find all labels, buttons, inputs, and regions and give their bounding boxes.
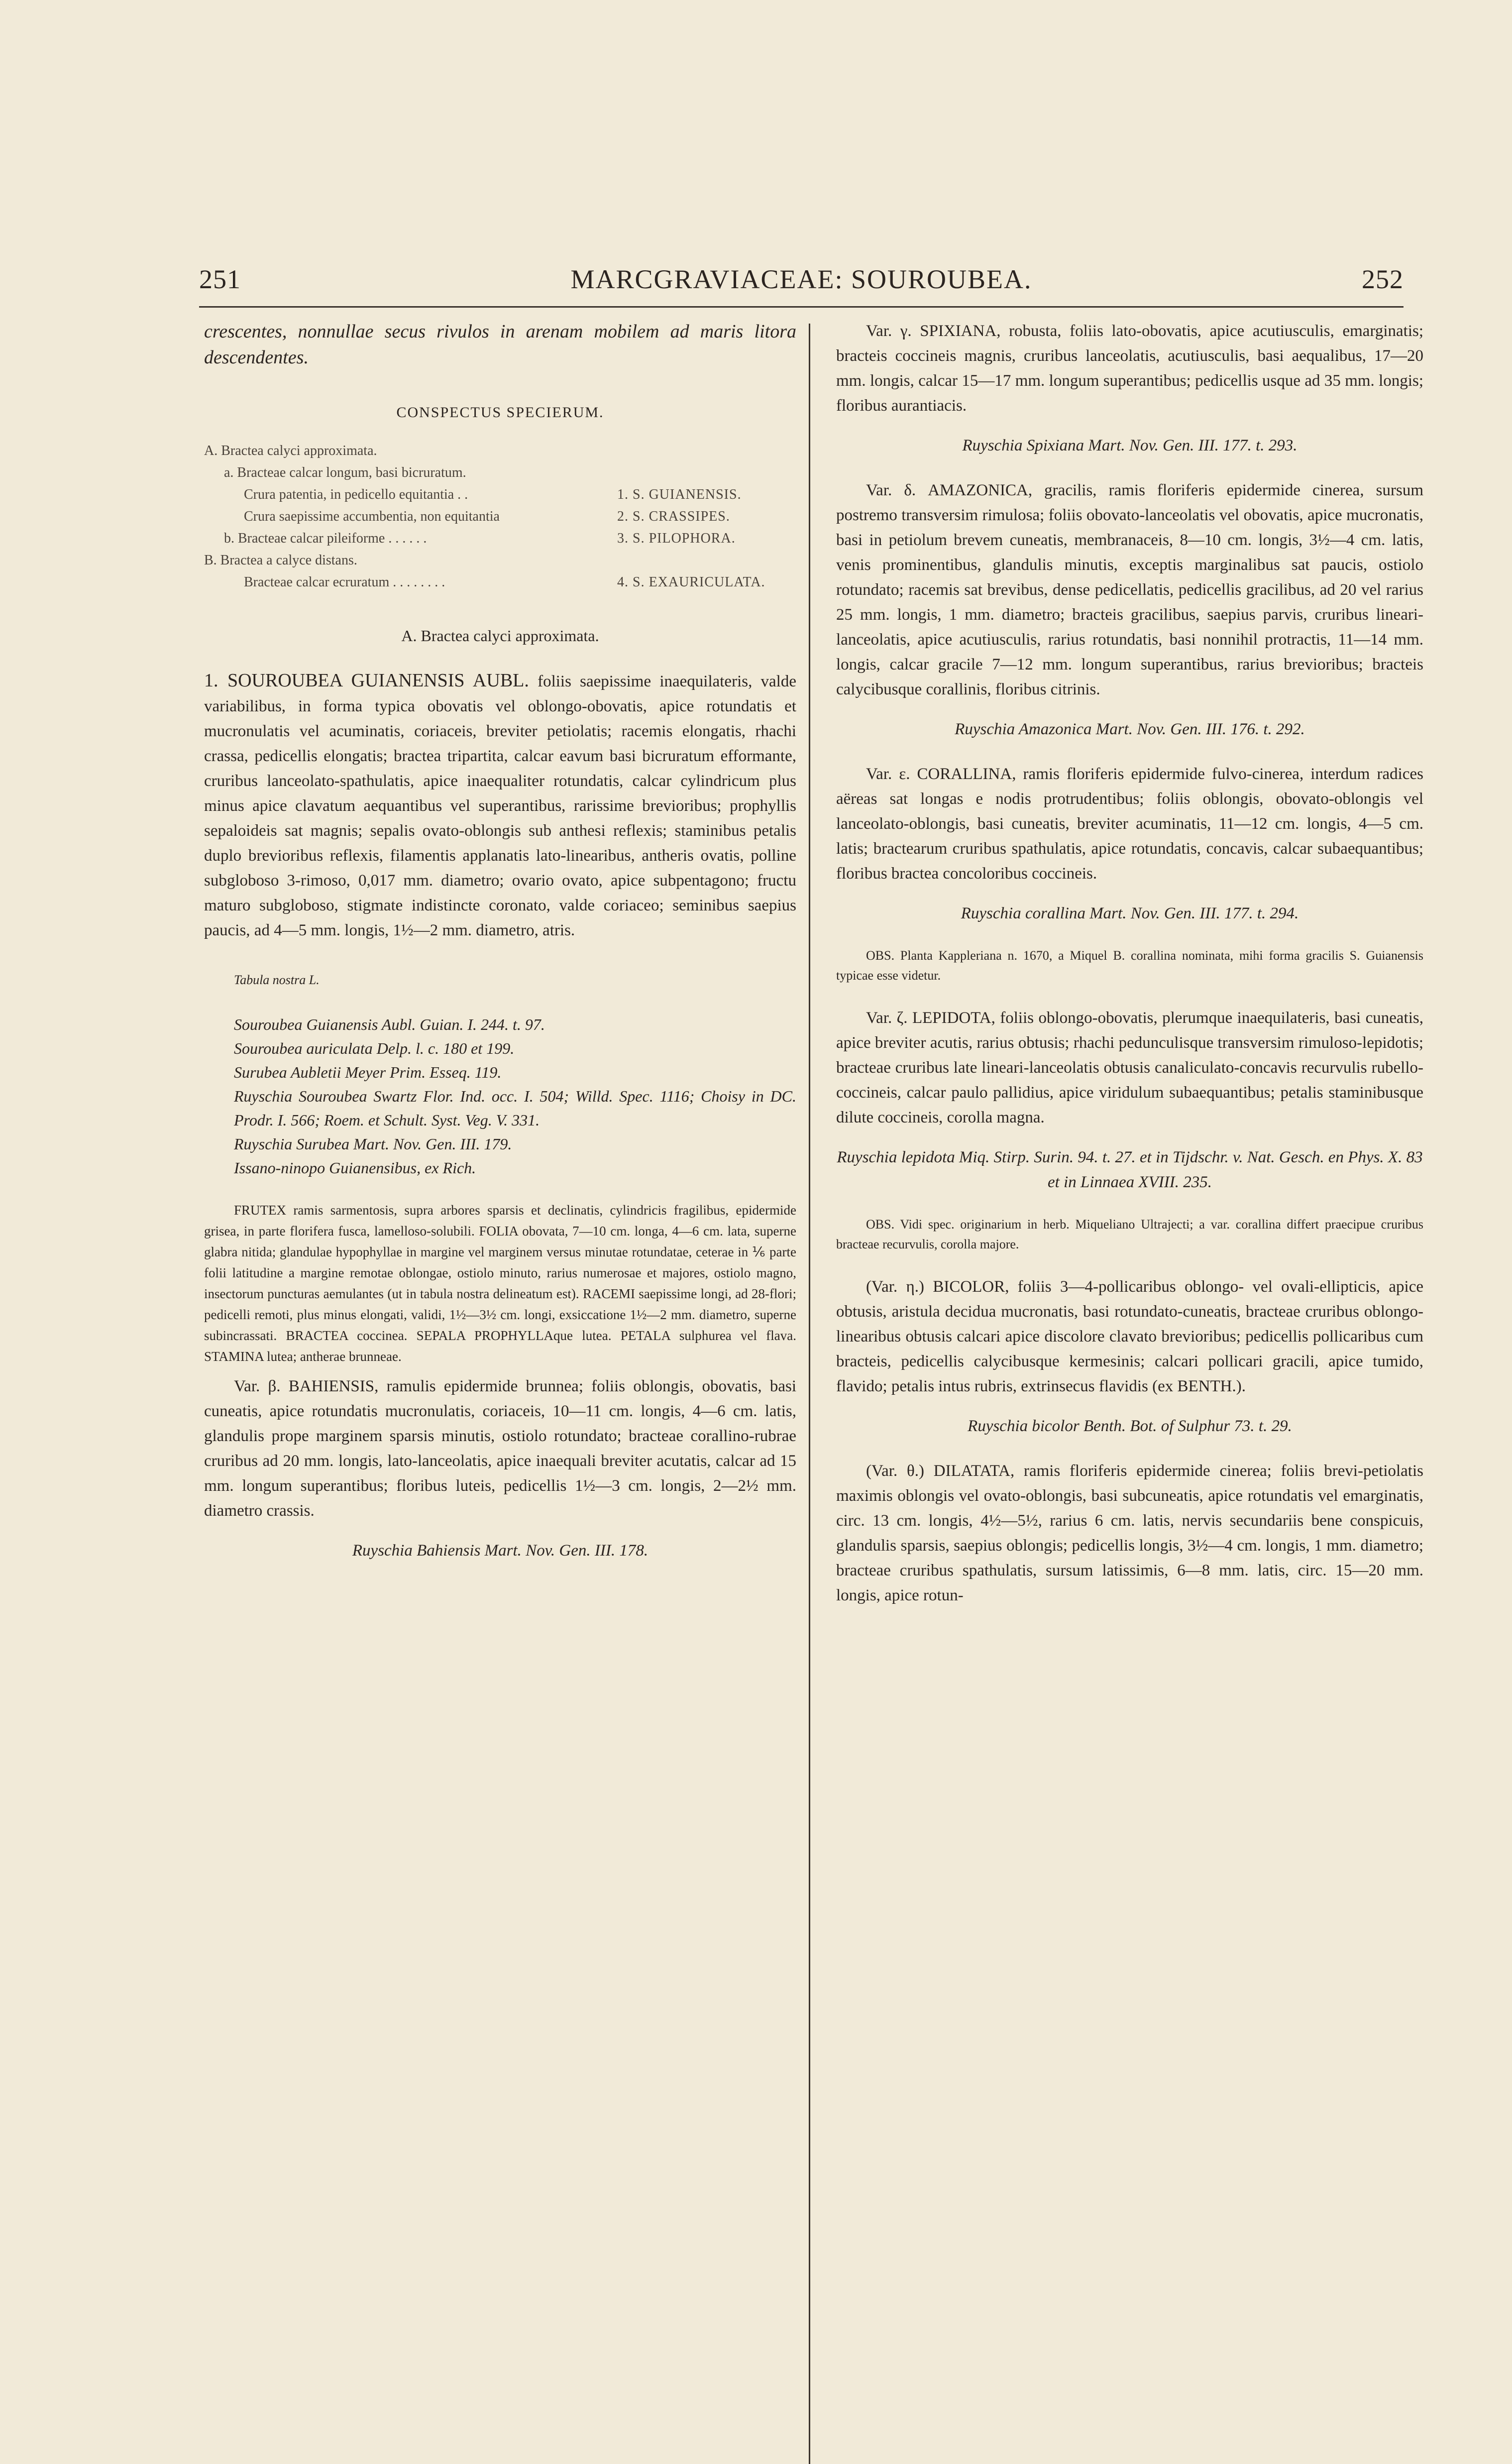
synonym-ref: Ruyschia Souroubea Swartz Flor. Ind. occ. I. 504; Willd. Spec. 1116; Choisy in DC. Prodr. I. 566; Roem. et Schult. Syst. Veg. V. 331. bbox=[234, 1087, 796, 1129]
synonym-ref: Issano-ninopo Guianensibus, ex Rich. bbox=[234, 1159, 476, 1177]
variety-gamma-citation: Ruyschia Spixiana Mart. Nov. Gen. III. 177. t. 293. bbox=[962, 437, 1297, 454]
variety-beta-citation: Ruyschia Bahiensis Mart. Nov. Gen. III. 178. bbox=[352, 1542, 648, 1560]
variety-zeta: Var. ζ. LEPIDOTA, foliis oblongo-obovatis, plerumque inaequilateris, basi cuneatis, apice breviter acutis, rarius obtusis; rhachi pedunculisque transversim rimuloso-lepidotis; bracteae cruribus late lineari-lanceolatis obtusis canaliculato-concavis recurvulis rubello-coccineis, calcar paulo pallidius, apice viridulum subaequantibus; petalis staminibusque dilute coccineis, corolla magna. bbox=[836, 1009, 1423, 1126]
key-row: B. Bractea a calyce distans. bbox=[204, 553, 357, 568]
variety-eta: (Var. η.) BICOLOR, foliis 3—4-pollicaribus oblongo- vel ovali-ellipticis, apice obtusis, aristula decidua mucronatis, basi rotundato-cuneatis, bracteae cruribus oblongo-linearibus obtusis calcari apice discolore clavato brevioribus; pedicellis pollicaribus cum bracteis, pedicellis calycibusque kermesinis; calcari pollicari gracili, apice tumido, flavido; petalis intus rubris, extrinsecus flavidis (ex BENTH.). bbox=[836, 1278, 1423, 1395]
frutex-description: FRUTEX ramis sarmentosis, supra arbores sparsis et declinatis, cylindricis fragilibus, epidermide grisea, in parte florifera fusca, lamelloso-solubili. FOLIA obovata, 7—10 cm. longa, 4—6 cm. lata, superne glabra nitida; glandulae hypophyllae in margine vel marginem versus minutae rotundatae, ceterae in ⅙ parte folii latitudine a margine remotae oblongae, ostiolo minuto, rarius numerosae et majores, ostiolo magno, insectorum puncturas aemulantes (ut in tabula nostra delineatum est). RACEMI saepissime longi, ad 28-flori; pedicelli remoti, plus minus elongati, validi, 1½—3½ cm. longi, exsiccatione 1½—2 mm. diametro, superne subincrassati. BRACTEA coccinea. SEPALA PROPHYLLAque lutea. PETALA sulphurea vel flava. STAMINA lutea; antherae brunneae. bbox=[204, 1203, 796, 1364]
conspectus-title: CONSPECTUS SPECIERUM. bbox=[396, 404, 604, 421]
key-row: A. Bractea calyci approximata. bbox=[204, 443, 377, 458]
column-divider bbox=[809, 324, 810, 2464]
tabula-note: Tabula nostra L. bbox=[234, 973, 320, 987]
header-rule bbox=[199, 306, 1404, 308]
running-header bbox=[199, 264, 1404, 299]
variety-eta-citation: Ruyschia bicolor Benth. Bot. of Sulphur 73. t. 29. bbox=[968, 1417, 1292, 1435]
key-row: Crura saepissime accumbentia, non equitantia 2. S. CRASSIPES. bbox=[244, 509, 730, 524]
variety-delta: Var. δ. AMAZONICA, gracilis, ramis floriferis epidermide cinerea, sursum postremo transversim rimulosa; foliis obovato-lanceolatis vel obovatis, apice mucronatis, basi in petiolum brevem cuneatis, membranaceis, 8—10 cm. longis, 3½—4 cm. latis, venis prominentibus, glandulis minutis, exceptis marginalibus sat paucis, ostiolo rotundato; racemis sat brevibus, dense pedicellatis, pedicellis gracilibus, ad 20 vel rarius 25 mm. longis, 1 mm. diametro; bracteis gracilibus, saepius parvis, cruribus lineari-lanceolatis, apice acutiusculis, rarius rotundatis, basi nonnihil protractis, 11—14 mm. longis, calcar gracile 7—12 mm. longum superantibus, rarius brevioribus; bracteis calycibusque corallinis, floribus citrinis. bbox=[836, 481, 1423, 698]
section-subheading: A. Bractea calyci approximata. bbox=[401, 627, 599, 645]
variety-zeta-observation: OBS. Vidi spec. originarium in herb. Miqueliano Ultrajecti; a var. corallina differt praecipue cruribus bracteae recurvulis, corolla majore. bbox=[836, 1217, 1423, 1251]
variety-epsilon-citation: Ruyschia corallina Mart. Nov. Gen. III. 177. t. 294. bbox=[961, 904, 1299, 922]
lead-text: crescentes, nonnullae secus rivulos in arenam mobilem ad maris litora descendentes. bbox=[204, 321, 796, 368]
key-row: a. Bracteae calcar longum, basi bicruratum. bbox=[224, 465, 466, 480]
key-row: Crura patentia, in pedicello equitantia . . 1. S. GUIANENSIS. bbox=[244, 487, 742, 502]
species-text: foliis saepissime inaequilateris, valde variabilibus, in forma typica obovatis vel oblongo-obovatis, apice rotundatis et mucronulatis vel acuminatis, coriaceis, breviter petiolatis; racemis elongatis, rhachi crassa, pedicellis elongatis; bractea tripartita, calcar eavum basi bicruratum efformante, cruribus lanceolato-spathulatis, apice inaequaliter rotundatis, calcar cylindricum plus minus apice clavatum aequantibus vel superantibus, rarissime brevioribus; prophyllis sepaloideis sat magnis; sepalis ovato-oblongis sub anthesi reflexis; staminibus petalis duplo brevioribus reflexis, filamentis applanatis lato-linearibus, antheris ovatis, polline subgloboso 3-rimoso, 0,017 mm. diametro; ovario ovato, apice subpentagono; fructu maturo subgloboso, stigmate indistincte coronato, valde coriaceo; seminibus saepius paucis, ad 4—5 mm. longis, 1½—2 mm. diametro, atris. bbox=[204, 672, 797, 939]
species-description bbox=[204, 668, 796, 943]
variety-gamma: Var. γ. SPIXIANA, robusta, foliis lato-obovatis, apice acutiusculis, emarginatis; bracteis coccineis magnis, cruribus lanceolatis, acutiusculis, basi aequalibus, 17—20 mm. longis, calcar 15—17 mm. longum superantibus; pedicellis usque ad 35 mm. longis; floribus aurantiacis. bbox=[836, 322, 1423, 415]
key-row: b. Bracteae calcar pileiforme . . . . . . 3. S. PILOPHORA. bbox=[224, 531, 736, 546]
running-title: MARCGRAVIACEAE: SOUROUBEA. bbox=[570, 264, 1032, 294]
page-number-right: 252 bbox=[1362, 264, 1404, 294]
key-row: Bracteae calcar ecruratum . . . . . . . . 4. S. EXAURICULATA. bbox=[244, 574, 765, 590]
right-column bbox=[836, 319, 1423, 1615]
variety-delta-citation: Ruyschia Amazonica Mart. Nov. Gen. III. 176. t. 292. bbox=[955, 720, 1305, 738]
variety-epsilon-observation: OBS. Planta Kappleriana n. 1670, a Miquel B. corallina nominata, mihi forma gracilis S. Guianensis typicae esse videtur. bbox=[836, 948, 1423, 983]
variety-theta: (Var. θ.) DILATATA, ramis floriferis epidermide cinerea; foliis brevi-petiolatis maximis oblongis vel ovato-oblongis, basi subcuneatis, apice rotundatis vel emarginatis, circ. 13 cm. longis, 4½—5½, rarius 6 cm. latis, nervis secundariis bene conspicuis, glandulis sparsis, saepius oblongis; pedicellis longis, 3½—4 cm. longis, 1 mm. diametro; bracteae cruribus spathulatis, sursum latissimis, 6—8 mm. latis, circ. 15—20 mm. longis, apice rotun- bbox=[836, 1462, 1423, 1604]
synonym-ref: Surubea Aubletii Meyer Prim. Esseq. 119. bbox=[234, 1063, 502, 1081]
synonym-ref: Souroubea auriculata Delp. l. c. 180 et 199. bbox=[234, 1039, 515, 1057]
synonym-ref: Souroubea Guianensis Aubl. Guian. I. 244. t. 97. bbox=[234, 1015, 545, 1033]
synonym-ref: Ruyschia Surubea Mart. Nov. Gen. III. 179. bbox=[234, 1135, 512, 1153]
species-key bbox=[204, 440, 796, 593]
left-column bbox=[204, 319, 796, 1583]
page-number-left: 251 bbox=[199, 264, 241, 294]
variety-beta: Var. β. BAHIENSIS, ramulis epidermide brunnea; foliis oblongis, obovatis, basi cuneatis, apice rotundatis mucronulatis, coriaceis, 10—11 cm. longis, 4—6 cm. latis, glandulis prope marginem sparsis minutis, ostiolo rotundato; bracteae corallino-rubrae cruribus ad 20 mm. longis, lato-lanceolatis, apice inaequali breviter acutatis, calcar ad 15 mm. longum superantibus; floribus luteis, pedicellis 1½—3 cm. longis, 2—2½ mm. diametro crassis. bbox=[204, 1377, 796, 1520]
species-heading: 1. SOUROUBEA GUIANENSIS AUBL. bbox=[204, 670, 529, 691]
variety-epsilon: Var. ε. CORALLINA, ramis floriferis epidermide fulvo-cinerea, interdum radices aëreas sat longas e nodis protrudentibus; foliis oblongis, obovato-oblongis vel lanceolato-oblongis, basi cuneatis, breviter acuminatis, 11—12 cm. longis, 4—5 cm. latis; bractearum cruribus spathulatis, apice rotundatis, concavis, calcar subaequantibus; floribus bractea concoloribus coccineis. bbox=[836, 765, 1423, 883]
variety-zeta-citation: Ruyschia lepidota Miq. Stirp. Surin. 94. t. 27. et in Tijdschr. v. Nat. Gesch. en Phys. X. 83 et in Linnaea XVIII. 235. bbox=[837, 1148, 1423, 1191]
